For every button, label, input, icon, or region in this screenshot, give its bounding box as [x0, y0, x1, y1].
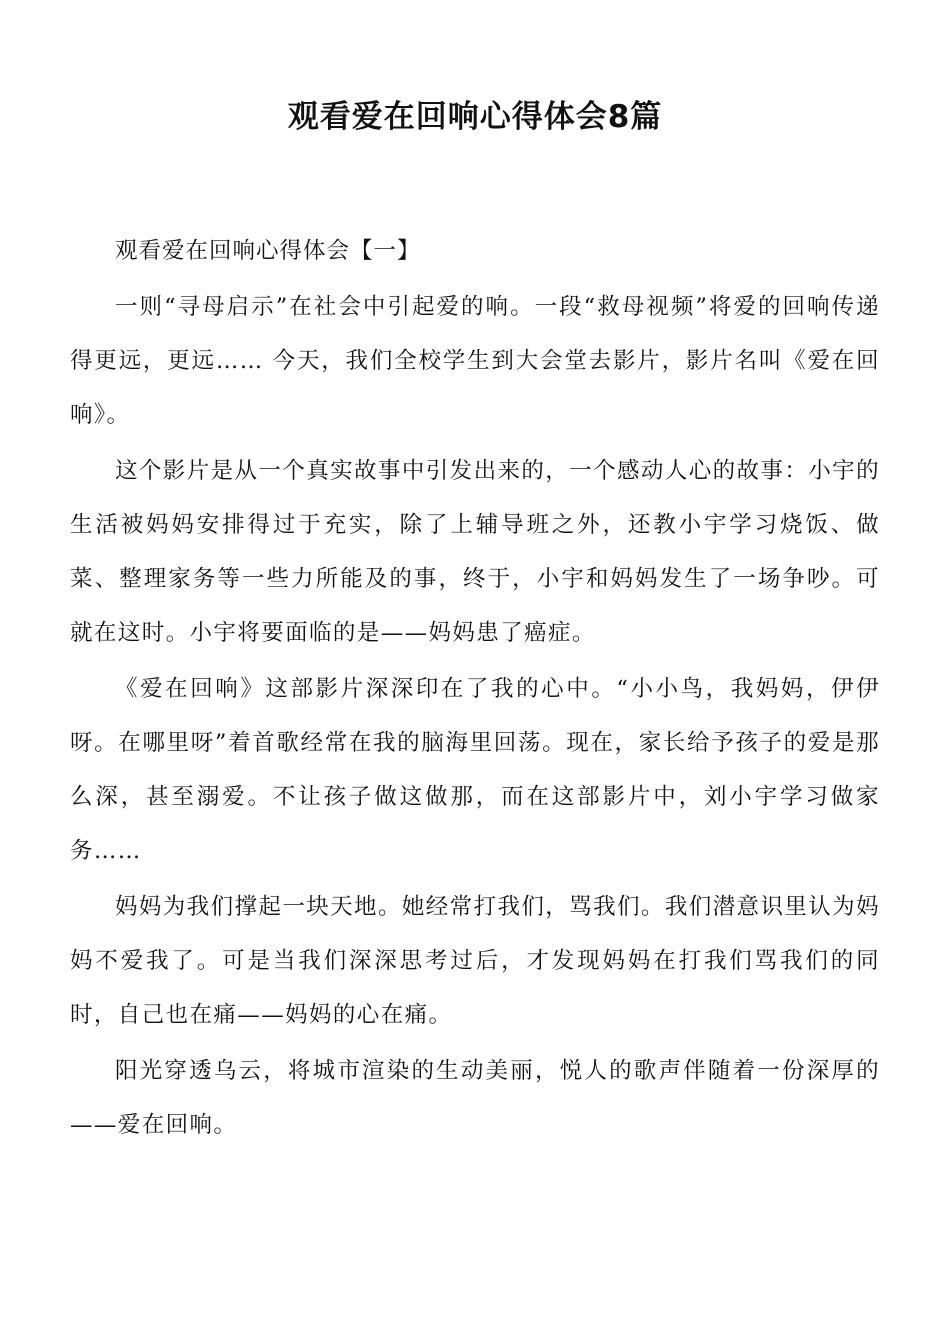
paragraph-4: 妈妈为我们撑起一块天地。她经常打我们，骂我们。我们潜意识里认为妈妈不爱我了。可是当我们深深思考过后，才发现妈妈在打我们骂我们的同时，自己也在痛——妈妈的心在痛。 [70, 894, 880, 1028]
document-title: 观看爱在回响心得体会8篇 [287, 99, 663, 135]
document-body [70, 224, 880, 1154]
paragraph-5: 阳光穿透乌云，将城市渲染的生动美丽，悦人的歌声伴随着一份深厚的——爱在回响。 [70, 1058, 880, 1138]
paragraph-1: 一则“寻母启示”在社会中引起爱的响。一段“救母视频”将爱的回响传递得更远，更远…… 今天，我们全校学生到大会堂去影片，影片名叫《爱在回响》。 [70, 294, 880, 428]
paragraph-3: 《爱在回响》这部影片深深印在了我的心中。“小小鸟，我妈妈，伊伊呀。在哪里呀”着首歌经常在我的脑海里回荡。现在，家长给予孩子的爱是那么深，甚至溺爱。不让孩子做这做那，而在这部影片中，刘小宇学习做家务…… [70, 676, 880, 864]
section-heading: 观看爱在回响心得体会【一】 [115, 238, 421, 264]
paragraph-2: 这个影片是从一个真实故事中引发出来的，一个感动人心的故事：小宇的生活被妈妈安排得过于充实，除了上辅导班之外，还教小宇学习烧饭、做菜、整理家务等一些力所能及的事，终于，小宇和妈妈发生了一场争吵。可就在这时。小宇将要面临的是——妈妈患了癌症。 [70, 458, 880, 646]
